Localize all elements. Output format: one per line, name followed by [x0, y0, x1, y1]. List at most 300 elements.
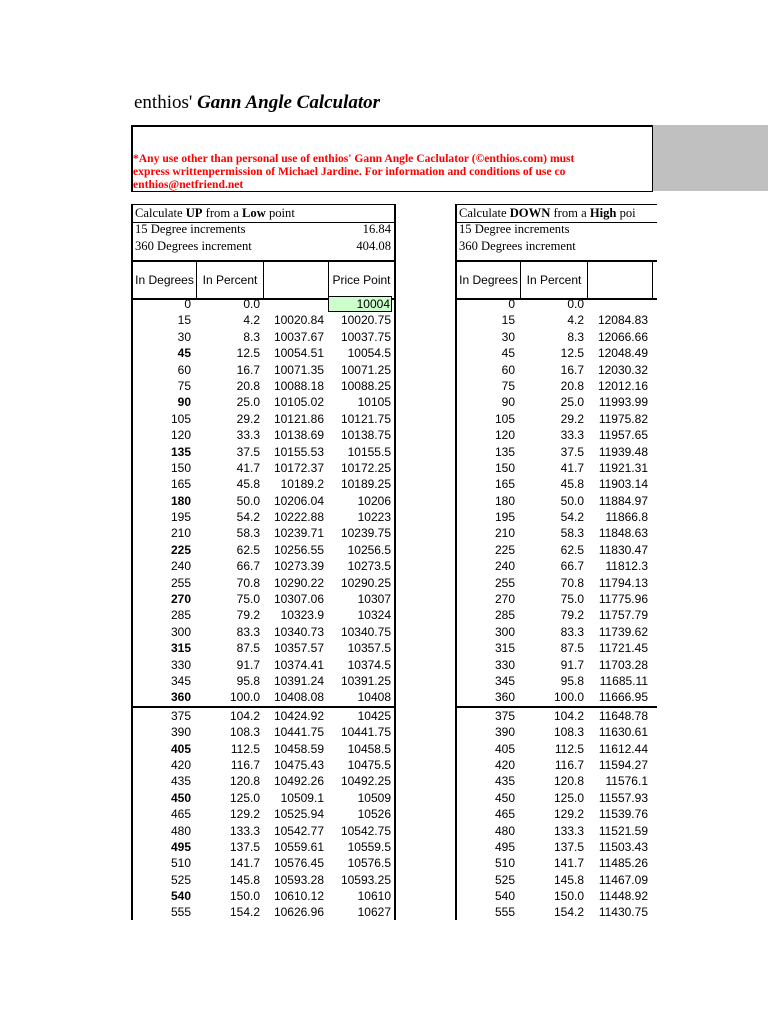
table-row: [133, 493, 394, 509]
value-cell: 11903.14: [598, 477, 648, 492]
percent-cell: 75.0: [560, 592, 584, 607]
price-cell: 10458.5: [347, 741, 391, 756]
degrees-cell: 135: [170, 444, 191, 459]
table-row: [457, 689, 657, 705]
value-cell: 10408.08: [273, 690, 324, 705]
degrees-cell: 0: [184, 297, 191, 311]
degrees-cell: 525: [494, 872, 515, 887]
table-row: [457, 757, 657, 773]
table-row: [457, 823, 657, 839]
degrees-cell: 225: [494, 542, 515, 557]
price-cell: 10273.5: [347, 559, 391, 574]
down-heading-suffix: poi: [616, 206, 636, 220]
table-row: [457, 724, 657, 740]
down-heading-point: High: [589, 206, 617, 220]
price-cell: 10189.25: [340, 477, 391, 492]
percent-cell: 41.7: [560, 460, 584, 475]
percent-cell: 133.3: [229, 823, 260, 838]
percent-cell: 70.8: [236, 575, 260, 590]
table-row: [133, 624, 394, 640]
percent-cell: 50.0: [236, 493, 260, 508]
percent-cell: 100.0: [229, 690, 260, 705]
table-row: [457, 411, 657, 427]
table-row: [457, 329, 657, 345]
percent-cell: 83.3: [560, 624, 584, 639]
degrees-cell: 420: [170, 757, 191, 772]
degrees-cell: 105: [494, 411, 515, 426]
price-cell: 10206: [357, 493, 391, 508]
table-row: [133, 839, 394, 855]
degrees-cell: 30: [177, 329, 191, 344]
degrees-cell: 15: [501, 313, 515, 328]
percent-cell: 108.3: [553, 725, 584, 740]
value-cell: 10424.92: [273, 708, 324, 723]
degrees-cell: 285: [494, 608, 515, 623]
table-row: [457, 427, 657, 443]
col-degrees-header: In Degrees: [133, 262, 197, 298]
percent-cell: 83.3: [236, 624, 260, 639]
table-row: [457, 657, 657, 673]
percent-cell: 95.8: [236, 673, 260, 688]
value-cell: 11430.75: [598, 905, 648, 920]
table-row: [133, 427, 394, 443]
percent-cell: 8.3: [567, 329, 584, 344]
table-row: [457, 591, 657, 607]
value-cell: 10071.35: [273, 362, 324, 377]
table-row: [457, 872, 657, 888]
table-row: [457, 624, 657, 640]
up-heading-suffix: point: [265, 206, 295, 220]
value-cell: 10020.84: [273, 313, 324, 328]
percent-cell: 16.7: [560, 362, 584, 377]
degrees-cell: 240: [170, 559, 191, 574]
degrees-cell: 480: [170, 823, 191, 838]
table-row: [133, 689, 394, 705]
value-cell: 11721.45: [598, 641, 648, 656]
percent-cell: 145.8: [229, 872, 260, 887]
value-cell: 10105.02: [273, 395, 324, 410]
table-row: [133, 657, 394, 673]
degrees-cell: 540: [494, 889, 515, 904]
table-row: [133, 607, 394, 623]
value-cell: 11794.13: [598, 575, 648, 590]
price-cell: 10576.5: [347, 856, 391, 871]
col-percent-header: In Percent: [521, 262, 588, 298]
table-row: [457, 509, 657, 525]
degrees-cell: 90: [501, 395, 515, 410]
value-cell: 12084.83: [597, 313, 648, 328]
table-row: [133, 411, 394, 427]
degrees-cell: 390: [494, 725, 515, 740]
value-cell: 10054.51: [273, 346, 324, 361]
table-row: [133, 640, 394, 656]
value-cell: 11685.11: [599, 673, 648, 688]
value-cell: 11975.82: [598, 411, 648, 426]
percent-cell: 79.2: [236, 608, 260, 623]
table-row: [457, 444, 657, 460]
value-cell: 10593.28: [273, 872, 324, 887]
degrees-cell: 60: [177, 362, 191, 377]
notice-line: *Any use other than personal use of enthios' Gann Angle Caclulator (©enthios.com) must: [133, 152, 575, 165]
table-row: [457, 607, 657, 623]
price-cell: 10408: [357, 690, 391, 705]
notice-text: [133, 152, 652, 191]
value-cell: 10222.88: [273, 510, 324, 525]
percent-cell: 33.3: [236, 428, 260, 443]
percent-cell: 125.0: [229, 790, 260, 805]
percent-cell: 20.8: [560, 378, 584, 393]
value-cell: 10441.75: [273, 725, 324, 740]
price-cell[interactable]: 10004: [328, 296, 392, 312]
value-cell: 11812.3: [605, 559, 648, 574]
degrees-cell: 210: [494, 526, 515, 541]
degrees-cell: 315: [494, 641, 515, 656]
table-row: [457, 806, 657, 822]
value-cell: 11503.43: [598, 839, 648, 854]
table-row: [457, 673, 657, 689]
table-row: [133, 460, 394, 476]
table-row: [133, 773, 394, 789]
value-cell: 11757.79: [598, 608, 648, 623]
down-inc360-label: 360 Degrees increment: [459, 239, 576, 253]
price-cell: 10492.25: [340, 774, 391, 789]
table-row: [457, 839, 657, 855]
value-cell: 11630.61: [598, 725, 648, 740]
value-cell: 11648.78: [598, 708, 648, 723]
percent-cell: 25.0: [236, 395, 260, 410]
degrees-cell: 555: [170, 905, 191, 920]
table-row: [457, 855, 657, 871]
table-row: [457, 362, 657, 378]
percent-cell: 29.2: [236, 411, 260, 426]
value-cell: 11993.99: [598, 395, 648, 410]
percent-cell: 0.0: [243, 297, 260, 311]
degrees-cell: 180: [494, 493, 515, 508]
percent-cell: 33.3: [560, 428, 584, 443]
percent-cell: 50.0: [560, 493, 584, 508]
table-row: [133, 509, 394, 525]
calculate-down-panel: [455, 204, 657, 920]
copyright-notice-box: [131, 125, 768, 191]
degrees-cell: 240: [494, 559, 515, 574]
down-heading-direction: DOWN: [509, 206, 551, 220]
percent-cell: 37.5: [236, 444, 260, 459]
degrees-cell: 135: [494, 444, 515, 459]
degrees-cell: 210: [170, 526, 191, 541]
table-row: [457, 888, 657, 904]
price-cell: 10610: [357, 889, 391, 904]
table-row: [457, 575, 657, 591]
value-cell: 10239.71: [273, 526, 324, 541]
degrees-cell: 420: [494, 757, 515, 772]
value-cell: 10492.26: [273, 774, 324, 789]
price-cell: 10526: [357, 807, 391, 822]
value-cell: 11612.44: [598, 741, 648, 756]
value-cell: 11921.31: [598, 460, 648, 475]
percent-cell: 141.7: [229, 856, 260, 871]
value-cell: 10542.77: [273, 823, 324, 838]
degrees-cell: 60: [501, 362, 515, 377]
value-cell: 11957.65: [598, 428, 648, 443]
table-row: [457, 378, 657, 394]
col-percent-header: In Percent: [197, 262, 264, 298]
up-table-body: [133, 296, 394, 920]
degrees-cell: 255: [170, 575, 191, 590]
table-row: [133, 806, 394, 822]
degrees-cell: 435: [170, 774, 191, 789]
degrees-cell: 510: [494, 856, 515, 871]
table-row: [457, 476, 657, 492]
degrees-cell: 450: [494, 790, 515, 805]
degrees-cell: 15: [177, 313, 191, 328]
percent-cell: 141.7: [553, 856, 584, 871]
table-row: [133, 904, 394, 920]
value-cell: 11576.1: [605, 774, 648, 789]
percent-cell: 29.2: [560, 411, 584, 426]
price-cell: 10509: [357, 790, 391, 805]
value-cell: 10509.1: [280, 790, 324, 805]
percent-cell: 16.7: [236, 362, 260, 377]
degrees-cell: 495: [170, 839, 191, 854]
degrees-cell: 525: [170, 872, 191, 887]
table-row: [133, 706, 394, 724]
down-inc15-row: [457, 221, 657, 238]
degrees-cell: 375: [170, 708, 191, 723]
col-degrees-header: In Degrees: [457, 262, 521, 298]
up-inc360-row: [133, 238, 394, 255]
col-blank-header: [588, 262, 653, 298]
value-cell: 11775.96: [598, 592, 648, 607]
percent-cell: 54.2: [560, 510, 584, 525]
percent-cell: 120.8: [553, 774, 584, 789]
table-row: [133, 378, 394, 394]
degrees-cell: 120: [170, 428, 191, 443]
percent-cell: 54.2: [236, 510, 260, 525]
percent-cell: 116.7: [230, 757, 260, 772]
table-row: [457, 296, 657, 312]
percent-cell: 20.8: [236, 378, 260, 393]
price-cell: 10054.5: [347, 346, 391, 361]
value-cell: 11848.63: [598, 526, 648, 541]
degrees-cell: 480: [494, 823, 515, 838]
up-column-headers: [133, 260, 394, 300]
percent-cell: 112.5: [230, 741, 260, 756]
notice-frame: [131, 125, 653, 192]
percent-cell: 79.2: [560, 608, 584, 623]
price-cell: 10627: [357, 905, 391, 920]
percent-cell: 137.5: [229, 839, 260, 854]
table-row: [133, 591, 394, 607]
percent-cell: 129.2: [229, 807, 260, 822]
down-inc15-label: 15 Degree increments: [459, 222, 570, 236]
value-cell: 10138.69: [273, 428, 324, 443]
value-cell: 12066.66: [597, 329, 648, 344]
value-cell: 10088.18: [273, 378, 324, 393]
percent-cell: 150.0: [553, 889, 584, 904]
percent-cell: 4.2: [567, 313, 584, 328]
price-cell: 10324: [357, 608, 391, 623]
up-heading-point: Low: [242, 206, 266, 220]
table-row: [133, 741, 394, 757]
value-cell: 11594.27: [598, 757, 648, 772]
percent-cell: 4.2: [243, 313, 260, 328]
value-cell: 12012.16: [597, 378, 648, 393]
degrees-cell: 330: [170, 657, 191, 672]
table-row: [133, 394, 394, 410]
price-cell: 10290.25: [340, 575, 391, 590]
degrees-cell: 405: [170, 741, 191, 756]
value-cell: 10559.61: [273, 839, 324, 854]
table-row: [457, 345, 657, 361]
percent-cell: 70.8: [560, 575, 584, 590]
degrees-cell: 90: [177, 395, 191, 410]
price-cell: 10172.25: [340, 460, 391, 475]
degrees-cell: 300: [170, 624, 191, 639]
page-title: [134, 92, 380, 114]
price-cell: 10475.5: [347, 757, 391, 772]
percent-cell: 45.8: [236, 477, 260, 492]
value-cell: 10610.12: [273, 889, 324, 904]
table-row: [457, 706, 657, 724]
down-inc360-row: [457, 238, 657, 255]
degrees-cell: 360: [494, 690, 515, 705]
degrees-cell: 375: [494, 708, 515, 723]
value-cell: 10273.39: [273, 559, 324, 574]
price-cell: 10121.75: [340, 411, 391, 426]
calculate-up-panel: [131, 204, 396, 920]
value-cell: 11666.95: [598, 690, 648, 705]
percent-cell: 0.0: [567, 297, 584, 311]
price-cell: 10138.75: [340, 428, 391, 443]
percent-cell: 108.3: [229, 725, 260, 740]
value-cell: 11557.93: [598, 790, 648, 805]
degrees-cell: 270: [494, 592, 515, 607]
percent-cell: 66.7: [236, 559, 260, 574]
down-heading-prefix: Calculate: [459, 206, 510, 220]
table-row: [457, 312, 657, 328]
percent-cell: 145.8: [553, 872, 584, 887]
degrees-cell: 165: [170, 477, 191, 492]
value-cell: 10525.94: [273, 807, 324, 822]
value-cell: 10172.37: [273, 460, 324, 475]
value-cell: 10323.9: [280, 608, 324, 623]
degrees-cell: 255: [494, 575, 515, 590]
table-row: [133, 855, 394, 871]
price-cell: 10155.5: [347, 444, 391, 459]
value-cell: 10037.67: [273, 329, 324, 344]
value-cell: 10357.57: [273, 641, 324, 656]
table-row: [133, 476, 394, 492]
percent-cell: 41.7: [236, 460, 260, 475]
degrees-cell: 465: [170, 807, 191, 822]
table-row: [133, 444, 394, 460]
up-heading-mid: from a: [202, 206, 243, 220]
percent-cell: 137.5: [553, 839, 584, 854]
value-cell: 10576.45: [273, 856, 324, 871]
table-row: [457, 741, 657, 757]
down-heading-mid: from a: [550, 206, 590, 220]
value-cell: 11739.62: [598, 624, 648, 639]
table-row: [133, 329, 394, 345]
up-inc360-value[interactable]: 404.08: [356, 239, 391, 253]
value-cell: 11866.8: [605, 510, 648, 525]
price-cell: 10593.25: [340, 872, 391, 887]
value-cell: 10391.24: [273, 673, 324, 688]
percent-cell: 87.5: [560, 641, 584, 656]
degrees-cell: 330: [494, 657, 515, 672]
value-cell: 10206.04: [273, 493, 324, 508]
table-row: [457, 493, 657, 509]
price-cell: 10105: [357, 395, 391, 410]
degrees-cell: 285: [170, 608, 191, 623]
price-cell: 10020.75: [340, 313, 391, 328]
table-row: [133, 312, 394, 328]
value-cell: 10155.53: [273, 444, 324, 459]
value-cell: 10189.2: [280, 477, 324, 492]
percent-cell: 129.2: [553, 807, 584, 822]
table-row: [457, 640, 657, 656]
degrees-cell: 30: [501, 329, 515, 344]
percent-cell: 8.3: [243, 329, 260, 344]
up-inc15-label: 15 Degree increments: [135, 222, 246, 236]
percent-cell: 12.5: [560, 346, 584, 361]
percent-cell: 87.5: [236, 641, 260, 656]
percent-cell: 133.3: [553, 823, 584, 838]
percent-cell: 120.8: [229, 774, 260, 789]
value-cell: 11939.48: [598, 444, 648, 459]
value-cell: 10256.55: [273, 542, 324, 557]
up-inc360-label: 360 Degrees increment: [135, 239, 252, 253]
degrees-cell: 360: [170, 690, 191, 705]
price-cell: 10307: [357, 592, 391, 607]
value-cell: 10458.59: [273, 741, 324, 756]
price-cell: 10391.25: [340, 673, 391, 688]
percent-cell: 100.0: [553, 690, 584, 705]
up-inc15-value[interactable]: 16.84: [362, 222, 391, 236]
degrees-cell: 105: [170, 411, 191, 426]
price-cell: 10374.5: [347, 657, 391, 672]
up-heading-prefix: Calculate: [135, 206, 186, 220]
price-cell: 10340.75: [340, 624, 391, 639]
percent-cell: 58.3: [236, 526, 260, 541]
degrees-cell: 270: [170, 592, 191, 607]
percent-cell: 45.8: [560, 477, 584, 492]
table-row: [133, 542, 394, 558]
degrees-cell: 555: [494, 905, 515, 920]
percent-cell: 150.0: [229, 889, 260, 904]
up-inc15-row: [133, 221, 394, 238]
percent-cell: 104.2: [553, 708, 584, 723]
degrees-cell: 300: [494, 624, 515, 639]
percent-cell: 62.5: [560, 542, 584, 557]
down-table-body: [457, 296, 657, 920]
value-cell: 11830.47: [598, 542, 648, 557]
price-cell: 10239.75: [340, 526, 391, 541]
price-cell: 10071.25: [340, 362, 391, 377]
percent-cell: 25.0: [560, 395, 584, 410]
price-cell: 10542.75: [340, 823, 391, 838]
degrees-cell: 0: [508, 297, 515, 311]
percent-cell: 154.2: [553, 905, 584, 920]
degrees-cell: 45: [177, 346, 191, 361]
table-row: [133, 673, 394, 689]
value-cell: 10475.43: [273, 757, 324, 772]
price-cell: 10037.75: [340, 329, 391, 344]
table-row: [457, 904, 657, 920]
value-cell: 11485.26: [598, 856, 648, 871]
table-row: [457, 558, 657, 574]
degrees-cell: 540: [170, 889, 191, 904]
